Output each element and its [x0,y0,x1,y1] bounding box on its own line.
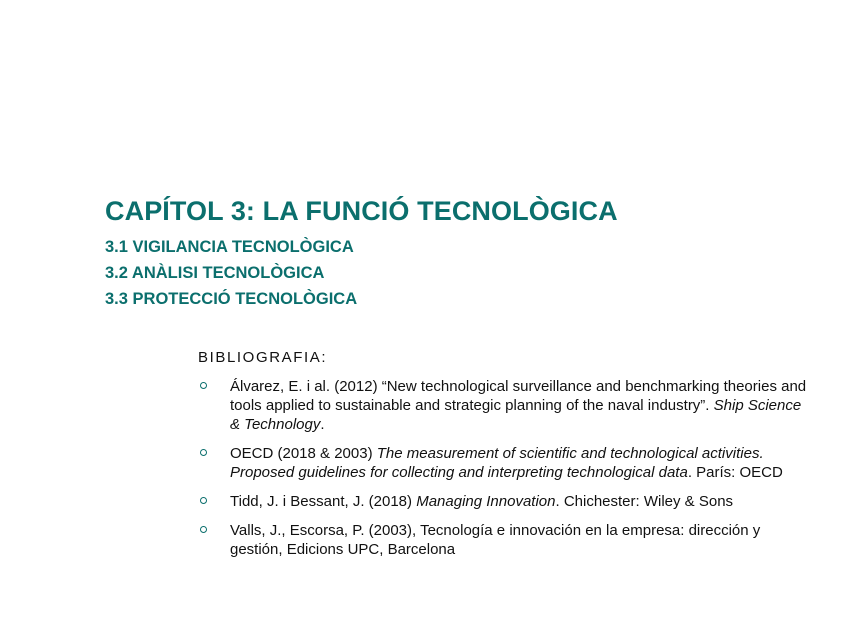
chapter-title: CAPÍTOL 3: LA FUNCIÓ TECNOLÒGICA [105,196,618,226]
section-item: 3.2 ANÀLISI TECNOLÒGICA [105,264,325,282]
section-item: 3.1 VIGILANCIA TECNOLÒGICA [105,238,354,256]
hollow-circle-bullet-icon [200,449,207,456]
reference-item [198,377,808,434]
reference-list [198,377,808,569]
section-item: 3.3 PROTECCIÓ TECNOLÒGICA [105,290,358,308]
reference-item [198,492,808,511]
hollow-circle-bullet-icon [200,382,207,389]
reference-item [198,521,808,559]
reference-item [198,444,808,482]
reference-text: Tidd, J. i Bessant, J. (2018) Managing Innovation. Chichester: Wiley & Sons [230,493,734,510]
bibliography-heading: BIBLIOGRAFIA: [198,349,328,366]
hollow-circle-bullet-icon [200,497,207,504]
section-list [105,237,357,315]
reference-text: OECD (2018 & 2003) The measurement of scientific and technological activities. Proposed guidelines for collecting and interpreting technological data. París: OECD [230,445,783,481]
hollow-circle-bullet-icon [200,526,207,533]
reference-text: Álvarez, E. i al. (2012) “New technological surveillance and benchmarking theories and tools applied to sustainable and strategic planning of the naval industry”. Ship Science & Technology. [230,378,807,433]
reference-text: Valls, J., Escorsa, P. (2003), Tecnología e innovación en la empresa: dirección y gestión, Edicions UPC, Barcelona [230,522,761,558]
